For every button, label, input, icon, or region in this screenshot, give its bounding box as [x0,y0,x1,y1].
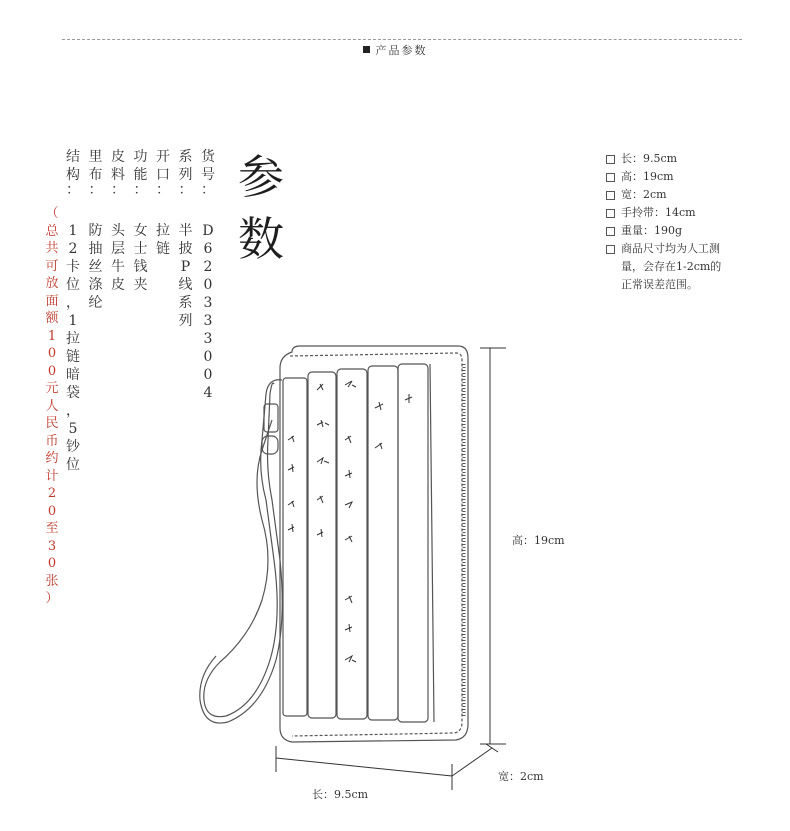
spec-column-colon: ： [66,182,80,198]
spec-column-value-char: 4 [203,385,213,401]
spec-column-value-char: 1 [68,313,78,329]
capacity-note-char: 1 [47,328,57,344]
title-char: 参 [238,150,284,204]
capacity-note-char: ） [45,591,59,606]
pattern-mark [345,624,352,632]
pattern-mark [405,394,412,403]
wrist-strap [204,380,282,717]
card-slot [368,366,398,720]
pattern-mark [345,470,352,478]
pattern-mark [375,402,383,410]
spec-column-colon: ： [111,182,125,198]
capacity-note-char: 共 [45,241,59,256]
spec-column-colon: ： [133,182,148,198]
width-dimension-line [452,744,498,776]
spec-column-value-char: 链 [156,241,170,257]
capacity-note-char: 面 [45,293,59,309]
spec-column-value-char: 1 [68,223,78,239]
spec-column-value-char: 抽 [88,241,103,257]
spec-item: 重量：190g [606,222,766,240]
pattern-mark [288,436,294,442]
spec-column-value-char: 0 [203,277,213,293]
spec-column-value-char: 3 [203,313,213,329]
spec-column-value-char: 暗 [66,367,80,383]
spec-column-value-char: 涤 [88,277,103,293]
spec-column-value-char: P [180,259,191,275]
spec-column-value-char: 钱 [133,259,148,275]
spec-column-value-char: 链 [66,349,80,365]
spec-column-colon: ： [201,182,215,198]
spec-column-value-char: 3 [203,331,213,347]
pattern-mark [345,656,356,662]
spec-item: 商品尺寸均为人工测 [606,240,766,258]
spec-item-continued: 正常误差范围。 [621,278,698,291]
capacity-note-char: 放 [45,276,59,291]
spec-item: 手拎带：14cm [606,204,766,222]
capacity-note-char: 至 [45,521,59,536]
spec-column-value-char: 钞 [66,439,80,455]
capacity-note-char: 可 [45,258,59,274]
spec-column-label-char: 功 [133,149,148,165]
spec-column-value-char: 卡 [66,259,80,275]
spec-item: 宽：2cm [606,186,766,204]
spec-column-label-char: 结 [66,149,80,165]
title-char: 数 [238,212,284,266]
spec-column-value-char: 5 [68,421,78,437]
capacity-note-char: （ [45,206,59,221]
spec-column-value-char: 6 [203,241,213,257]
spec-column-label-char: 货 [201,149,215,165]
spec-column-value-char: 位 [66,277,80,293]
spec-column-label-char: 系 [178,149,193,165]
spec-column-value-char: 线 [178,277,193,293]
spec-item-continued: 量，会存在1-2cm的 [621,260,722,273]
section-header-title: 产品参数 [375,44,428,57]
pattern-mark [288,501,294,507]
spec-column-label-char: 口 [156,167,170,183]
spec-column-value-char: ， [66,403,80,419]
pattern-mark [345,381,356,387]
spec-column-value-char: ， [66,295,80,311]
height-dimension-line [480,348,506,744]
card-slot [283,378,307,716]
capacity-note-char: 0 [47,363,57,379]
spec-column-label-char: 列 [178,167,193,183]
spec-column-value-char: 层 [111,241,125,257]
spec-column-value-char: 2 [68,241,78,257]
spec-column-colon: ： [178,182,193,198]
spec-column-colon: ： [88,182,103,198]
capacity-note-char: 0 [47,503,57,519]
spec-item: 高：19cm [606,168,766,186]
pattern-mark [288,464,294,472]
spec-column-value-char: 丝 [88,259,103,275]
spec-item: 长：9.5cm [606,150,766,168]
spec-column-value-char: 2 [203,259,213,275]
pattern-mark [317,420,329,427]
capacity-note-char: 币 [45,433,59,449]
width-label: 宽：2cm [498,770,544,783]
spec-column-value-char: 系 [178,295,193,311]
spec-column-value-char: 女 [133,223,148,239]
pattern-mark [317,496,323,503]
pattern-mark [345,536,352,542]
spec-column-value-char: 0 [203,349,213,365]
strap-ring [262,436,278,454]
card-slot [398,364,428,722]
pattern-mark [317,458,329,464]
pattern-mark [375,443,382,449]
capacity-note-char: 3 [47,538,57,554]
inner-edge [430,364,434,722]
spec-column-label-char: 能 [133,167,148,183]
capacity-note-char: 民 [45,416,59,431]
capacity-note-char: 计 [45,468,59,484]
capacity-note-char: 总 [45,223,59,239]
spec-column-label-char: 开 [156,149,170,165]
spec-column-value-char: 袋 [66,385,80,401]
capacity-note-char: 元 [45,381,59,396]
spec-column-value-char: 纶 [88,295,103,311]
capacity-note-char: 2 [47,486,57,501]
length-label: 长：9.5cm [312,788,369,801]
zipper-line [290,353,462,736]
length-dimension-line [276,746,452,790]
spec-column-value-char: 披 [178,241,193,257]
spec-column-value-char: 头 [111,223,125,239]
card-slot [337,369,367,719]
strap-clasp [264,404,278,432]
spec-column-label-char: 号 [201,167,215,183]
spec-column-value-char: 列 [178,313,193,329]
spec-column-label-char: 构 [66,167,80,183]
spec-column-value-char: 拉 [66,331,80,347]
spec-column-value-char: 拉 [156,223,170,239]
pattern-mark [345,596,352,603]
pattern-mark [317,529,323,537]
spec-column-value-char: 位 [66,457,80,473]
pattern-mark [345,436,351,443]
height-label: 高：19cm [512,534,565,547]
spec-column-value-char: 防 [88,223,103,239]
spec-column-label-char: 布 [88,167,103,183]
capacity-note-char: 张 [45,573,59,589]
spec-column-value-char: 牛 [111,259,125,275]
capacity-note-char: 额 [45,311,59,326]
spec-column-label-char: 皮 [111,149,125,165]
spec-column-value-char: 士 [133,241,148,257]
capacity-note-char: 0 [47,556,57,571]
capacity-note-char: 0 [47,346,57,361]
spec-column-label-char: 料 [111,167,125,183]
pattern-mark [288,524,294,532]
spec-column-value-char: D [202,223,214,239]
spec-column-colon: ： [156,182,170,198]
spec-column-value-char: 0 [203,367,213,383]
spec-column-value-char: 夹 [133,277,148,293]
capacity-note-char: 人 [45,398,59,414]
spec-column-value-char: 皮 [111,277,125,293]
pattern-mark [317,384,323,390]
spec-column-label-char: 里 [88,149,103,165]
spec-column-value-char: 3 [203,295,213,311]
pattern-mark [345,502,352,508]
spec-column-value-char: 半 [178,223,193,239]
capacity-note-char: 约 [45,451,59,466]
